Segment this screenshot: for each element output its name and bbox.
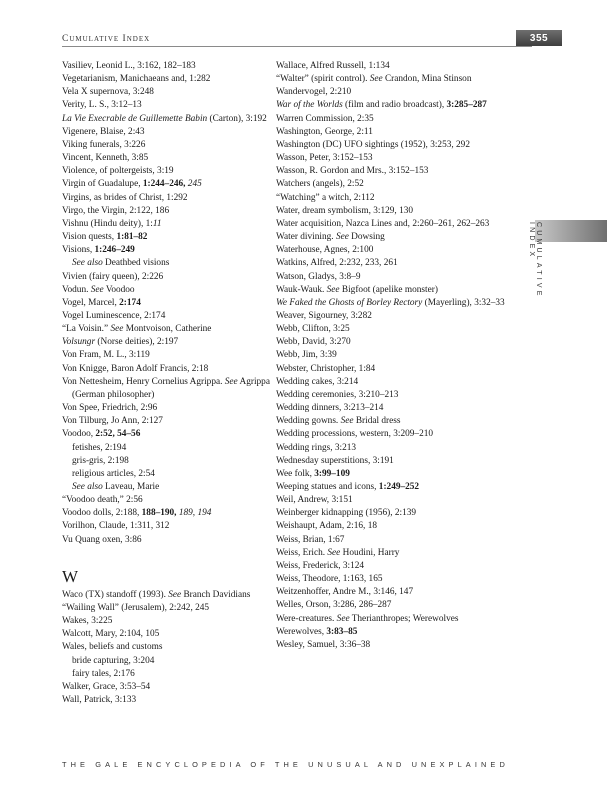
- index-entry: Weiss, Theodore, 1:163, 165: [276, 574, 383, 585]
- index-entry: Wedding cakes, 3:214: [276, 376, 359, 387]
- right-column: [276, 60, 516, 652]
- index-entry: “Voodoo death,” 2:56: [62, 495, 143, 506]
- index-entry: Verity, L. S., 3:12–13: [62, 100, 142, 111]
- index-entry: War of the Worlds (film and radio broadcast), 3:285–287: [276, 100, 487, 111]
- index-entry: Wall, Patrick, 3:133: [62, 695, 137, 706]
- index-subentry: See also Deathbed visions: [72, 258, 170, 269]
- index-entry: Weiss, Brian, 1:67: [276, 534, 345, 545]
- index-entry: Vegetarianism, Manichaeans and, 1:282: [62, 74, 211, 85]
- index-entry: “Walter” (spirit control). See Crandon, Mina Stinson: [276, 74, 472, 85]
- index-entry: “Watching” a witch, 2:112: [276, 192, 375, 203]
- index-entry: Visions, 1:246–249: [62, 245, 135, 256]
- index-entry: “La Voisin.” See Montvoison, Catherine: [62, 324, 212, 335]
- entries-w-section: [62, 589, 278, 707]
- index-entry: Vivien (fairy queen), 2:226: [62, 271, 164, 282]
- index-entry: Water acquisition, Nazca Lines and, 2:260–261, 262–263: [276, 218, 490, 229]
- index-subentry: See also Laveau, Marie: [72, 482, 160, 492]
- side-tab-label: CUMULATIVE INDEX: [528, 222, 542, 299]
- index-subentry: religious articles, 2:54: [72, 468, 155, 479]
- index-subentry: gris-gris, 2:198: [72, 455, 129, 466]
- index-entry: Vela X supernova, 3:248: [62, 87, 154, 98]
- index-entry: Wedding rings, 3:213: [276, 442, 357, 453]
- index-entry: Wednesday superstitions, 3:191: [276, 455, 394, 466]
- index-entry: Vogel Luminescence, 2:174: [62, 310, 166, 321]
- index-entry: Watchers (angels), 2:52: [276, 179, 364, 190]
- index-entry: “Wailing Wall” (Jerusalem), 2:242, 245: [62, 602, 210, 613]
- index-entry: Virgins, as brides of Christ, 1:292: [62, 192, 188, 203]
- index-entry: Watkins, Alfred, 2:232, 233, 261: [276, 258, 398, 269]
- index-entry: Wedding ceremonies, 3:210–213: [276, 389, 399, 400]
- index-entry: Water divining. See Dowsing: [276, 232, 385, 243]
- index-entry: Wedding gowns. See Bridal dress: [276, 416, 401, 427]
- index-entry: Von Tilburg, Jo Ann, 2:127: [62, 416, 163, 427]
- index-entry: Webb, Clifton, 3:25: [276, 324, 350, 335]
- running-footer: THE GALE ENCYCLOPEDIA OF THE UNUSUAL AND UNEXPLAINED: [62, 760, 509, 769]
- index-entry: Waterhouse, Agnes, 2:100: [276, 245, 374, 256]
- left-column: [62, 60, 278, 707]
- index-entry: Webb, Jim, 3:39: [276, 350, 337, 361]
- index-entry: Wandervogel, 2:210: [276, 87, 352, 98]
- index-entry: Welles, Orson, 3:286, 286–287: [276, 600, 392, 611]
- index-entry: Webb, David, 3:270: [276, 337, 351, 348]
- index-entry: Von Knigge, Baron Adolf Francis, 2:18: [62, 363, 209, 374]
- index-entry: Walker, Grace, 3:53–54: [62, 681, 151, 692]
- index-entry: Violence, of poltergeists, 3:19: [62, 166, 174, 177]
- index-entry: Watson, Gladys, 3:8–9: [276, 271, 361, 282]
- index-entry: Wales, beliefs and customs: [62, 642, 163, 653]
- index-entry: Walcott, Mary, 2:104, 105: [62, 629, 160, 640]
- index-entry: Warren Commission, 2:35: [276, 113, 374, 124]
- index-entry: Wakes, 3:225: [62, 616, 113, 627]
- index-entry: Voodoo dolls, 2:188, 188–190, 189, 194: [62, 508, 212, 519]
- index-entry: Waco (TX) standoff (1993). See Branch Davidians: [62, 589, 251, 600]
- index-entry: Volsungr (Norse deities), 2:197: [62, 337, 179, 348]
- index-entry: Water, dream symbolism, 3:129, 130: [276, 205, 414, 216]
- index-entry: Weeping statues and icons, 1:249–252: [276, 482, 420, 492]
- index-subentry: fairy tales, 2:176: [72, 668, 135, 679]
- index-entry: Vasiliev, Leonid L., 3:162, 182–183: [62, 61, 196, 71]
- index-entry: Washington (DC) UFO sightings (1952), 3:253, 292: [276, 139, 470, 150]
- index-entry: Weiss, Erich. See Houdini, Harry: [276, 547, 400, 558]
- index-entry: Weishaupt, Adam, 2:16, 18: [276, 521, 377, 532]
- index-entry: Wasson, Peter, 3:152–153: [276, 153, 373, 164]
- index-entry: Vorilhon, Claude, 1:311, 312: [62, 521, 170, 532]
- index-entry: Weitzenhoffer, Andre M., 3:146, 147: [276, 587, 414, 598]
- index-entry: Von Nettesheim, Henry Cornelius Agrippa. See Agrippa (German philosopher): [62, 376, 270, 400]
- index-entry: Virgin of Guadalupe, 1:244–246, 245: [62, 179, 202, 190]
- side-tab: [535, 220, 607, 242]
- index-entry: Vogel, Marcel, 2:174: [62, 297, 141, 308]
- index-entry: Von Spee, Friedrich, 2:96: [62, 403, 158, 414]
- index-entry: Weiss, Frederick, 3:124: [276, 560, 365, 571]
- index-entry: Vision quests, 1:81–82: [62, 232, 148, 243]
- index-entry: La Vie Execrable de Guillemette Babin (Carton), 3:192: [62, 113, 267, 124]
- entries-v-section: [62, 60, 278, 547]
- index-entry: Vodun. See Voodoo: [62, 284, 135, 295]
- index-entry: Weaver, Sigourney, 3:282: [276, 310, 372, 321]
- index-entry: Wauk-Wauk. See Bigfoot (apelike monster): [276, 284, 438, 295]
- page-number: 355: [516, 30, 562, 46]
- index-entry: Viking funerals, 3:226: [62, 139, 146, 150]
- index-entry: Wesley, Samuel, 3:36–38: [276, 639, 371, 650]
- index-entry: Vigenere, Blaise, 2:43: [62, 126, 145, 137]
- index-entry: Webster, Christopher, 1:84: [276, 363, 376, 374]
- index-entry: Wee folk, 3:99–109: [276, 468, 350, 479]
- index-entry: Von Fram, M. L., 3:119: [62, 350, 150, 361]
- index-entry: Weil, Andrew, 3:151: [276, 495, 353, 506]
- entries-right-section: [276, 60, 516, 652]
- index-entry: Voodoo, 2:52, 54–56: [62, 429, 141, 440]
- index-entry: Wallace, Alfred Russell, 1:134: [276, 61, 390, 71]
- index-entry: Vishnu (Hindu deity), 1:11: [62, 218, 162, 229]
- index-entry: We Faked the Ghosts of Borley Rectory (Mayerling), 3:32–33: [276, 297, 505, 308]
- index-entry: Virgo, the Virgin, 2:122, 186: [62, 205, 170, 216]
- index-entry: Washington, George, 2:11: [276, 126, 373, 137]
- index-subentry: bride capturing, 3:204: [72, 655, 155, 666]
- header-rule: [62, 46, 532, 47]
- index-entry: Wedding dinners, 3:213–214: [276, 403, 384, 414]
- index-entry: Wedding processions, western, 3:209–210: [276, 429, 434, 440]
- index-entry: Wasson, R. Gordon and Mrs., 3:152–153: [276, 166, 429, 177]
- index-entry: Weinberger kidnapping (1956), 2:139: [276, 508, 417, 519]
- letter-heading: W: [62, 566, 79, 586]
- index-entry: Werewolves, 3:83–85: [276, 626, 358, 637]
- running-header: Cumulative Index: [62, 34, 151, 44]
- index-subentry: fetishes, 2:194: [72, 442, 127, 453]
- index-entry: Vu Quang oxen, 3:86: [62, 534, 142, 545]
- index-entry: Vincent, Kenneth, 3:85: [62, 153, 149, 164]
- index-entry: Were-creatures. See Therianthropes; Werewolves: [276, 613, 459, 624]
